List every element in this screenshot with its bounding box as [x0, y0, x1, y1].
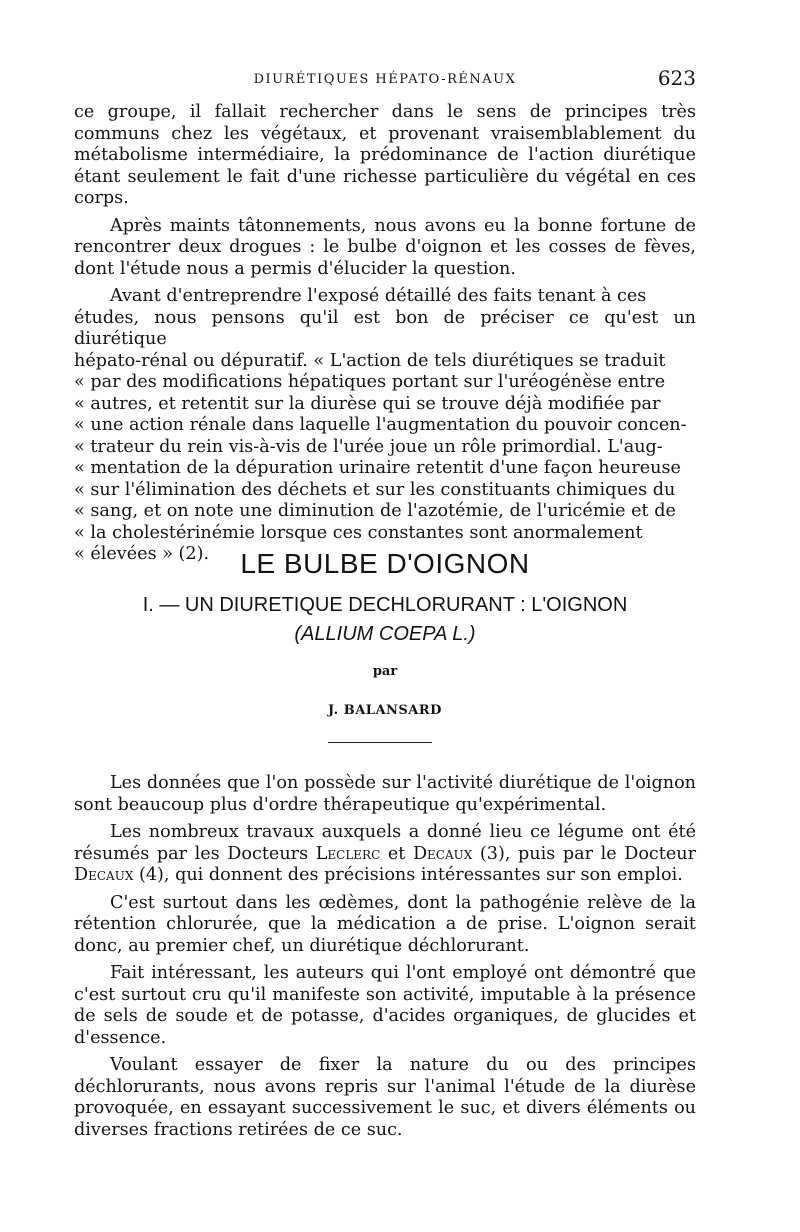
intro-text [74, 102, 696, 572]
quote-line: « sur l'élimination des déchets et sur les constituants chimiques du [74, 479, 676, 500]
quote-line: « autres, et retentit sur la diurèse qui se trouve déjà modifiée par [74, 393, 661, 414]
author-citation: Decaux [412, 843, 473, 864]
page-header [74, 66, 696, 92]
body-paragraph-4: Fait intéressant, les auteurs qui l'ont employé ont démontré que c'est surtout cru qu'il manifeste son activité, imputable à la présence de sels de soude et de potasse, d'acides organiques, de glucides et d'essence. [74, 963, 696, 1048]
quote-line: « élevées » (2). [74, 544, 210, 564]
body-paragraph-2 [74, 822, 696, 887]
page-number: 623 [657, 66, 696, 90]
body-paragraph-5: Voulant essayer de fixer la nature du ou des principes déchlorurants, nous avons repris sur l'animal l'étude de la diurèse provoquée, en essayant successivement le suc, et divers éléments ou diverses fractions retirées de ce suc. [74, 1055, 696, 1140]
chapter-title: LE BULBE D'OIGNON [240, 548, 530, 579]
quote-line: hépato-rénal ou dépuratif. « L'action de tels diurétiques se traduit [74, 350, 666, 371]
running-head: DIURÉTIQUES HÉPATO-RÉNAUX [253, 72, 517, 87]
quote-line: « sang, et on note une diminution de l'azotémie, de l'uricémie et de [74, 501, 676, 521]
quote-line: « une action rénale dans laquelle l'augmentation du pouvoir concen- [74, 415, 687, 435]
author-citation: Leclerc [315, 843, 381, 864]
intro-paragraph-3 [74, 286, 696, 566]
intro-paragraph-2: Après maints tâtonnements, nous avons eu la bonne fortune de rencontrer deux drogues : le bulbe d'oignon et les cosses de fèves, dont l'étude nous a permis d'élucider la question. [74, 215, 696, 279]
intro-paragraph-1: ce groupe, il fallait rechercher dans le sens de principes très communs chez les végétaux, et provenant vraisemblablement du métabolisme intermédiaire, la prédominance de l'action diurétique étant seulement le fait d'une richesse particulière du végétal en ces corps. [74, 102, 696, 208]
body-paragraph-1: Les données que l'on possède sur l'activité diurétique de l'oignon sont beaucoup plus d'ordre thérapeutique qu'expérimental. [74, 773, 696, 815]
section-heading: I. — UN DIURETIQUE DECHLORURANT : L'OIGNON [142, 594, 628, 616]
quote-line: études, nous pensons qu'il est bon de préciser ce qu'est un diurétique [74, 307, 696, 349]
text-run: (3), puis par le Docteur [472, 843, 697, 864]
quote-line: Avant d'entreprendre l'exposé détaillé des faits tenant à ces [110, 286, 647, 306]
section-divider [328, 742, 432, 743]
quote-line: « la cholestérinémie lorsque ces constantes sont anormalement [74, 522, 643, 543]
author-name: J. BALANSARD [328, 703, 442, 718]
text-run: (4), qui donnent des précisions intéressantes sur son emploi. [133, 865, 683, 885]
text-run: Les nombreux travaux auxquels a donné lieu ce légume ont été résumés par les Docteurs [74, 822, 696, 864]
byline-par: par [372, 664, 398, 679]
quote-line: « trateur du rein vis-à-vis de l'urée joue un rôle primordial. L'aug- [74, 436, 663, 457]
quote-line: « par des modifications hépatiques portant sur l'uréogénèse entre [74, 372, 666, 392]
body-paragraph-3: C'est surtout dans les œdèmes, dont la pathogénie relève de la rétention chlorurée, que la médication a de prise. L'oignon serait donc, au premier chef, un diurétique déchlorurant. [74, 892, 696, 956]
text-run: et [380, 843, 413, 864]
article-body [74, 773, 696, 1147]
quote-line: « mentation de la dépuration urinaire retentit d'une façon heureuse [74, 458, 681, 478]
species-name: (ALLIUM COEPA L.) [294, 623, 476, 645]
author-citation: Decaux [74, 865, 134, 885]
